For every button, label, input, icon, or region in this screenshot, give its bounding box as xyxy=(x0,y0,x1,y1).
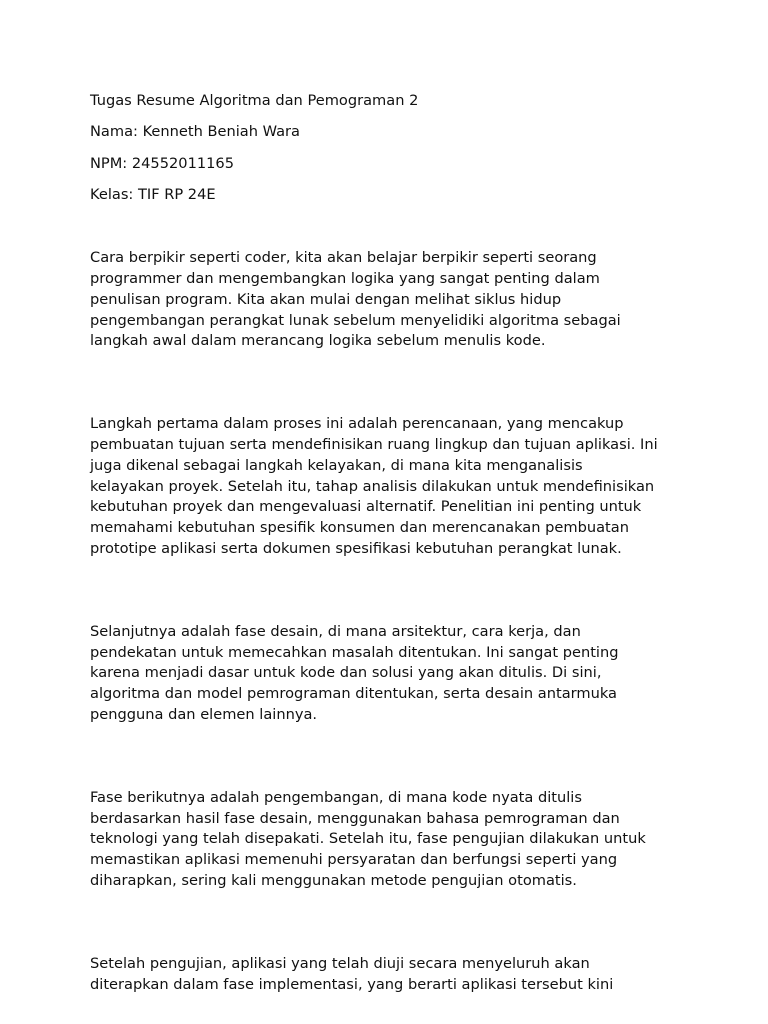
paragraph-line: pendekatan untuk memecahkan masalah ditentukan. Ini sangat penting xyxy=(90,643,619,661)
document-title: Tugas Resume Algoritma dan Pemograman 2 xyxy=(90,92,419,109)
paragraph-line: pengguna dan elemen lainnya. xyxy=(90,705,318,723)
paragraph-line: diterapkan dalam fase implementasi, yang berarti aplikasi tersebut kini xyxy=(90,975,614,993)
student-npm: NPM: 24552011165 xyxy=(90,154,234,172)
paragraph-line: penulisan program. Kita akan mulai dengan melihat siklus hidup xyxy=(90,290,562,308)
paragraph-line: teknologi yang telah disepakati. Setelah itu, fase pengujian dilakukan untuk xyxy=(90,830,646,848)
paragraph-design xyxy=(90,622,690,726)
paragraph-line: programmer dan mengembangkan logika yang sangat penting dalam xyxy=(90,269,600,287)
paragraph-line: Setelah pengujian, aplikasi yang telah diuji secara menyeluruh akan xyxy=(90,954,590,972)
paragraph-intro xyxy=(90,248,690,352)
paragraph-line: diharapkan, sering kali menggunakan metode pengujian otomatis. xyxy=(90,871,577,889)
paragraph-line: Cara berpikir seperti coder, kita akan belajar berpikir seperti seorang xyxy=(90,249,597,267)
document-content xyxy=(90,90,690,1024)
student-class: Kelas: TIF RP 24E xyxy=(90,185,216,203)
paragraph-line: Fase berikutnya adalah pengembangan, di mana kode nyata ditulis xyxy=(90,788,582,806)
paragraph-line: pembuatan tujuan serta mendefinisikan ruang lingkup dan tujuan aplikasi. Ini xyxy=(90,435,658,453)
paragraph-line: Langkah pertama dalam proses ini adalah perencanaan, yang mencakup xyxy=(90,415,624,433)
paragraph-line: kebutuhan proyek dan mengevaluasi alternatif. Penelitian ini penting untuk xyxy=(90,498,642,516)
paragraph-line: langkah awal dalam merancang logika sebelum menulis kode. xyxy=(90,332,546,350)
paragraph-line: karena menjadi dasar untuk kode dan solusi yang akan ditulis. Di sini, xyxy=(90,664,602,682)
paragraph-line: algoritma dan model pemrograman ditentukan, serta desain antarmuka xyxy=(90,685,617,703)
paragraph-implementation xyxy=(90,954,690,996)
paragraph-line: Selanjutnya adalah fase desain, di mana arsitektur, cara kerja, dan xyxy=(90,622,581,640)
paragraph-line: kelayakan proyek. Setelah itu, tahap analisis dilakukan untuk mendefinisikan xyxy=(90,477,655,495)
paragraph-development xyxy=(90,788,690,892)
paragraph-line: pengembangan perangkat lunak sebelum menyelidiki algoritma sebagai xyxy=(90,311,621,329)
paragraph-line: prototipe aplikasi serta dokumen spesifikasi kebutuhan perangkat lunak. xyxy=(90,539,622,557)
paragraph-line: juga dikenal sebagai langkah kelayakan, di mana kita menganalisis xyxy=(90,456,583,474)
paragraph-line: berdasarkan hasil fase desain, menggunakan bahasa pemrograman dan xyxy=(90,809,620,827)
paragraph-planning xyxy=(90,414,690,560)
student-name: Nama: Kenneth Beniah Wara xyxy=(90,123,300,141)
paragraph-line: memahami kebutuhan spesifik konsumen dan merencanakan pembuatan xyxy=(90,519,629,537)
header-spacer xyxy=(90,215,690,248)
paragraph-line: memastikan aplikasi memenuhi persyaratan dan berfungsi seperti yang xyxy=(90,851,618,869)
